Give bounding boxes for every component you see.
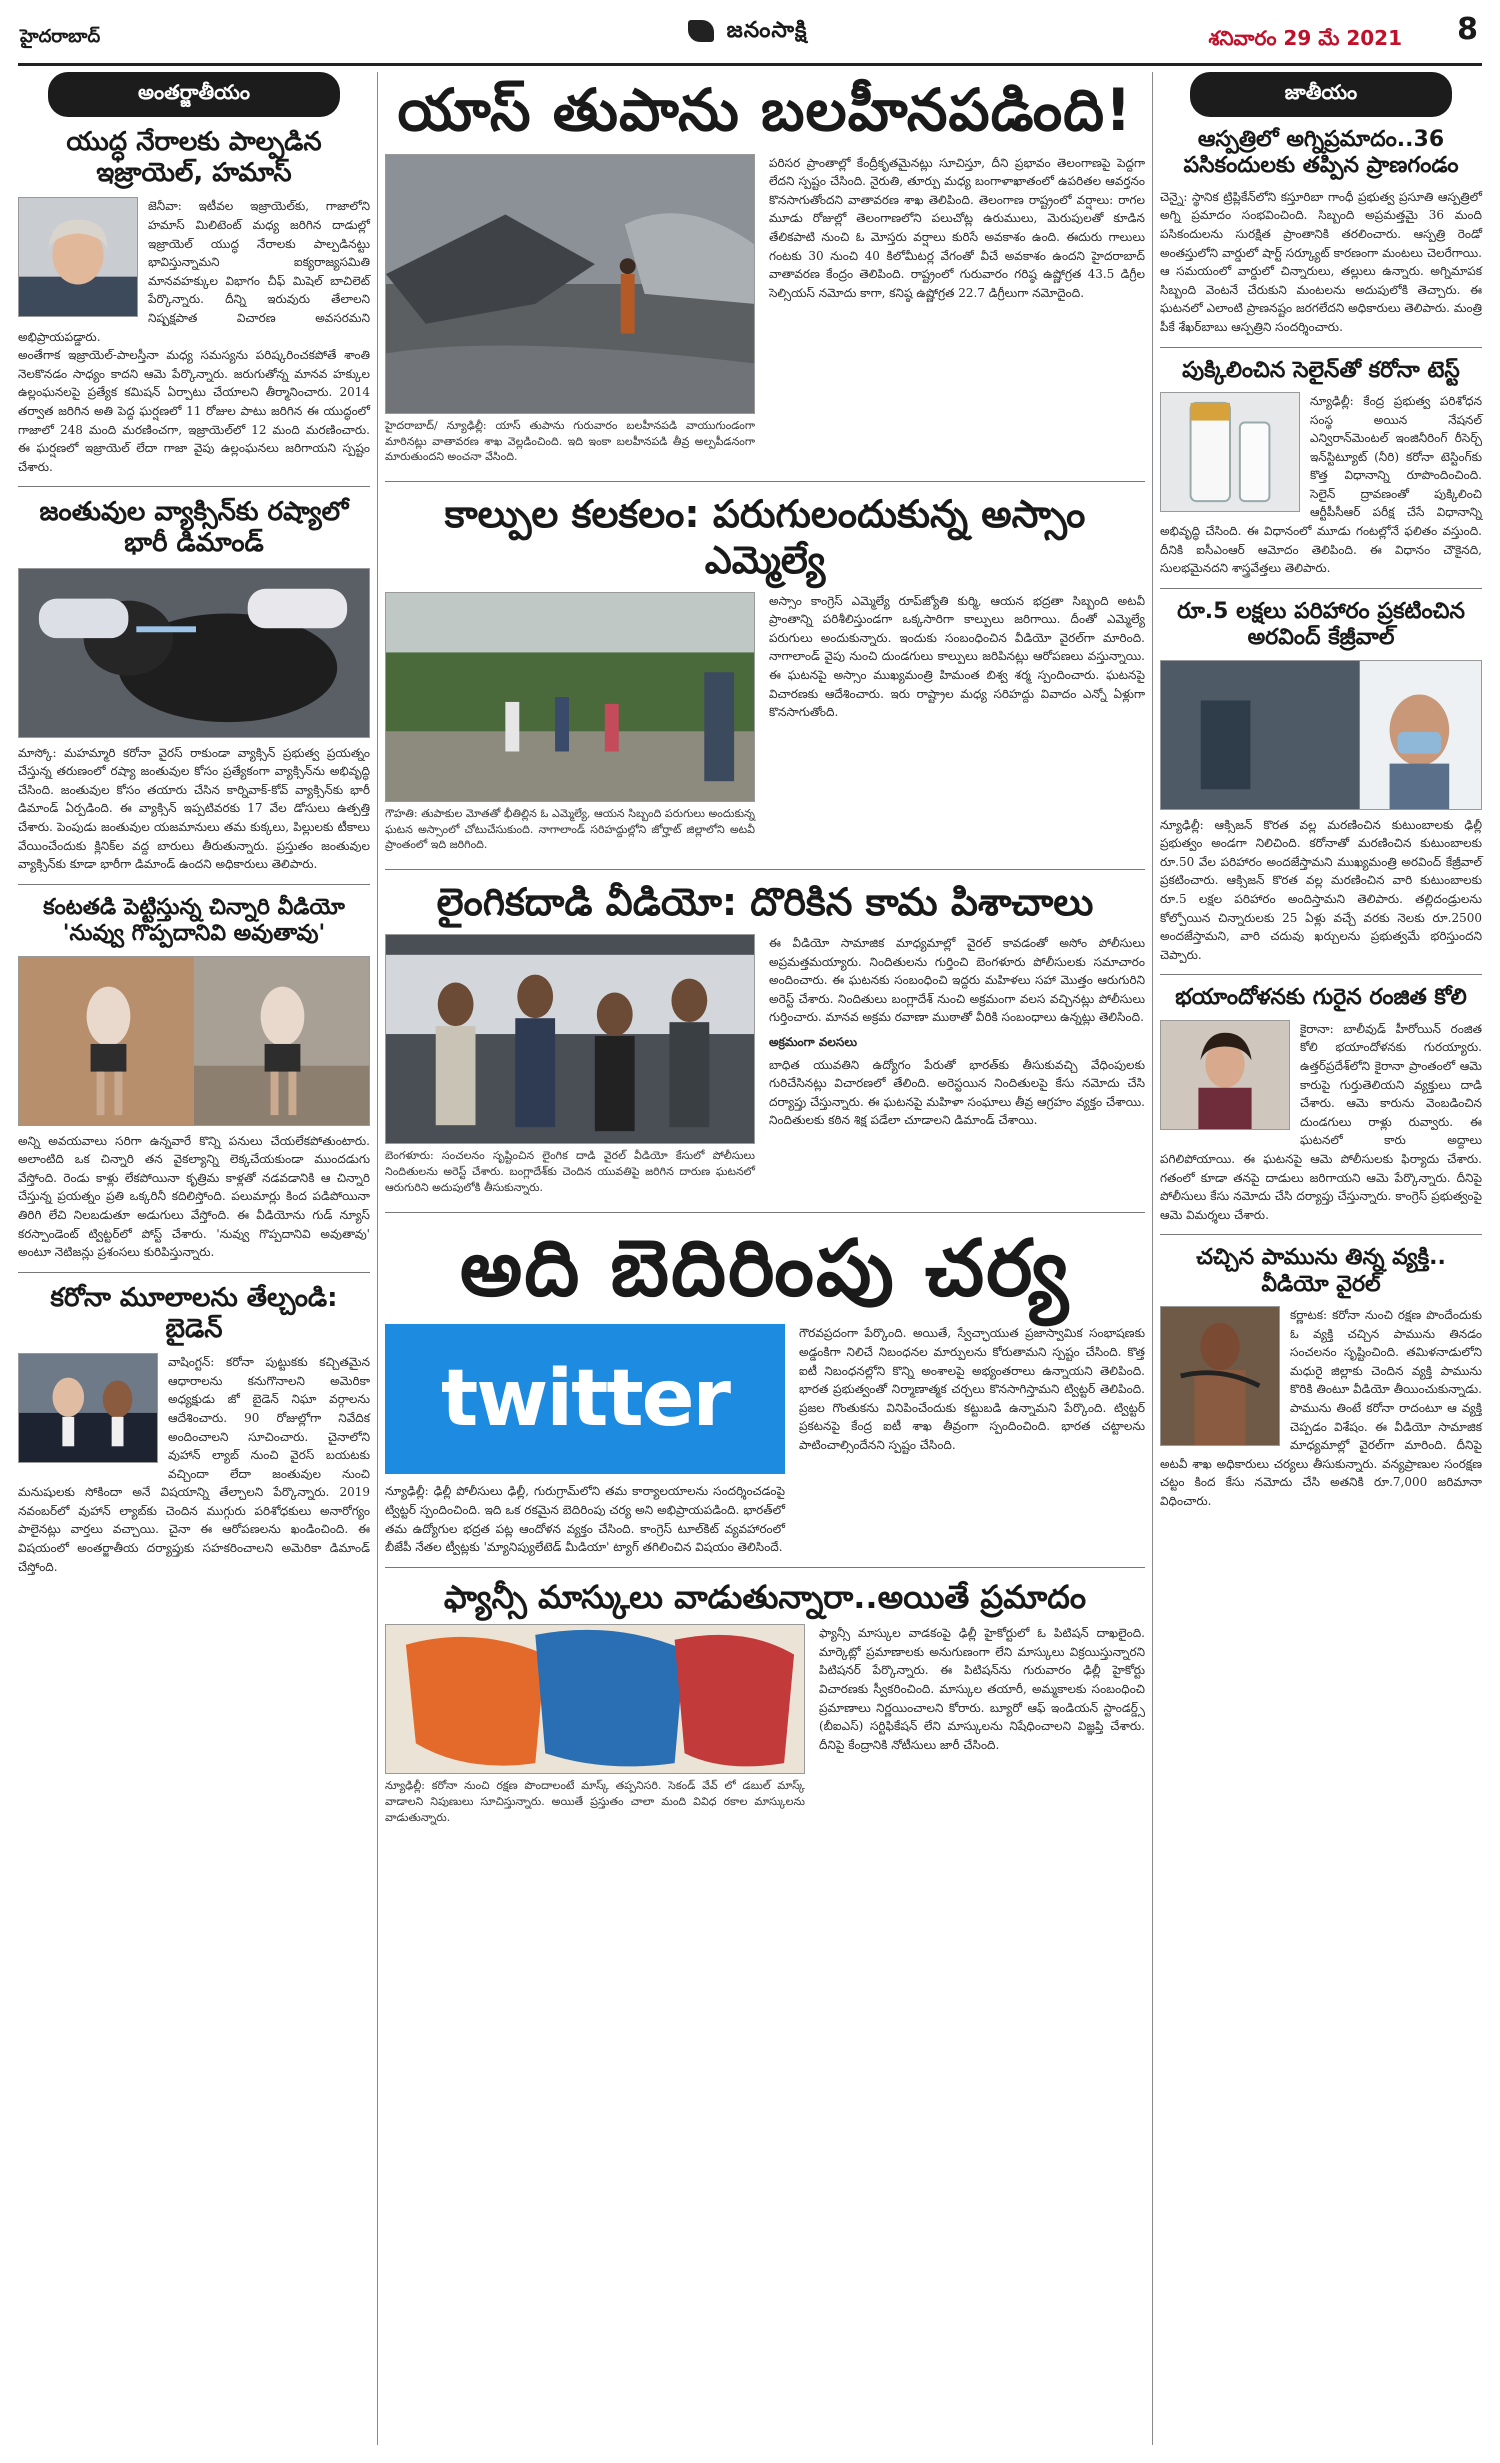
article-body: కైరానా: బాలీవుడ్ హీరోయిన్ రంజిత కోలి భయాందోళనకు గురయ్యారు. ఉత్తర్‌ప్రదేశ్‌లోని కైరానా ప్రాంతంలో ఆమె కారుపై గుర్తుతెలియని వ్యక్తులు దాడి చేశారు. ఆమె కారును వెంబడించిన దుండగులు రాళ్లు రువ్వారు. ఈ ఘటనలో కారు అద్దాలు పగిలిపోయాయి. ఈ ఘటనపై ఆమె పోలీసులకు ఫిర్యాదు చేశారు. గతంలో కూడా తనపై దాడులు జరిగాయని ఆమె పేర్కొన్నారు. దీనిపై పోలీసులు కేసు నమోదు చేసి దర్యాప్తు చేస్తున్నారు. కాంగ్రెస్ ప్రభుత్వంపై ఆమె విమర్శలు చేశారు. [1160,1021,1482,1222]
article-body: జెనీవా: ఇటీవల ఇజ్రాయెల్‌కు, గాజాలోని హమాస్ మిలిటెంట్ మధ్య జరిగిన దాడుల్లో ఇజ్రాయెల్ యుద్ధ నేరాలకు పాల్పడినట్టు భావిస్తున్నామని ఐక్యరాజ్యసమితి మానవహక్కుల విభాగం చీఫ్ మిషెల్ బాచిలెట్ పేర్కొన్నారు. దీన్ని ఇరువురు తేలాలని నిష్పక్షపాత విచారణ అవసరమని అభిప్రాయపడ్డారు. [18,199,370,344]
article-body: వాషింగ్టన్: కరోనా పుట్టుకకు కచ్చితమైన ఆధారాలను కనుగొనాలని అమెరికా అధ్యక్షుడు జో బైడెన్ నిఘా వర్గాలను ఆదేశించారు. 90 రోజుల్లోగా నివేదిక అందించాలని సూచించారు. చైనాలోని వుహాన్ ల్యాబ్ నుంచి వైరస్ బయటకు వచ్చిందా లేదా జంతువుల నుంచి మనుషులకు సోకిందా అనే విషయాన్ని తేల్చాలని పేర్కొన్నారు. 2019 నవంబర్‌లో వుహాన్ ల్యాబ్‌కు చెందిన ముగ్గురు పరిశోధకులు అనారోగ్యం పాలైనట్లు వార్తలు వచ్చాయి. చైనా ఈ ఆరోపణలను ఖండించింది. ఈ విషయంలో అంతర్జాతీయ దర్యాప్తుకు సహకరించాలని అమెరికా డిమాండ్ చేస్తోంది. [18,1355,370,1574]
article-child-video[interactable] [18,895,370,1262]
paper-logo-icon [688,20,714,42]
divider [385,1212,1145,1213]
article-body: మాస్కో: మహమ్మారి కరోనా వైరస్ రాకుండా వ్యాక్సిన్ ప్రభుత్వ ప్రయత్నం చేస్తున్న తరుణంలో రష్యా జంతువుల కోసం ప్రత్యేకంగా వ్యాక్సిన్‌ను అభివృద్ధి చేసింది. జంతువుల కోసం తయారు చేసిన కార్నివాక్-కోవ్ వ్యాక్సిన్‌కు భారీ డిమాండ్ ఏర్పడింది. ఈ వ్యాక్సిన్ ఇప్పటివరకు 17 వేల డోసులు ఉత్పత్తి చేశారు. పెంపుడు జంతువుల యజమానులు తమ కుక్కలు, పిల్లులకు టీకాలు వేయించేందుకు క్లినిక్‌ల వద్ద బారులు తీరుతున్నారు. ప్రస్తుతం జంతువుల వ్యాక్సిన్‌కు కూడా భారీగా డిమాండ్ ఉందని అధికారులు తెలిపారు. [18,745,370,872]
photo-child-walking [18,956,370,1126]
article-body: అంతేగాక ఇజ్రాయెల్-పాలస్తీనా మధ్య సమస్యను పరిష్కరించకపోతే శాంతి నెలకొనడం సాధ్యం కాదని ఆమె పేర్కొన్నారు. జరుగుతోన్న మానవ హక్కుల ఉల్లంఘనలపై ప్రత్యేక కమిషన్ ఏర్పాటు చేయాలని తీర్మానించారు. 2014 తర్వాత జరిగిన అతి పెద్ద ఘర్షణలో 11 రోజుల పాటు జరిగిన ఈ యుద్ధంలో గాజాలో 248 మంది మరణించగా, ఇజ్రాయెల్‌లో 12 మంది మరణించారు. ఈ ఘర్షణలో ఇజ్రాయెల్ లేదా గాజా వైపు ఉల్లంఘనలు జరిగాయని స్పష్టం చేశారు. [18,348,370,474]
article-body: న్యూఢిల్లీ: ఢిల్లీ పోలీసులు ఢిల్లీ, గురుగ్రామ్‌లోని తమ కార్యాలయాలను సందర్శించడంపై ట్విట్టర్ స్పందించింది. ఇది ఒక రకమైన బెదిరింపు చర్య అని అభిప్రాయపడింది. భారత్‌లో తమ ఉద్యోగుల భద్రత పట్ల ఆందోళన వ్యక్తం చేసింది. కాంగ్రెస్ టూల్‌కిట్ వ్యవహారంలో బీజేపీ నేతల ట్వీట్లకు 'మ్యానిప్యులేటెడ్ మీడియా' ట్యాగ్ తగిలించిన విషయం తెలిసిందే. [385,1484,785,1555]
headline[interactable]: కంటతడి పెట్టిస్తున్న చిన్నారి వీడియో 'నువ్వు గొప్పదానివి అవుతావు' [43,894,345,947]
article-animal-vaccine[interactable] [18,497,370,874]
twitter-wordmark: twitter [440,1354,730,1445]
article-assam-mla[interactable] [385,492,1145,859]
article-body: ఫ్యాన్సీ మాస్కుల వాడకంపై ఢిల్లీ హైకోర్టులో ఓ పిటిషన్ దాఖలైంది. మార్కెట్లో ప్రమాణాలకు అనుగుణంగా లేని మాస్కులు విక్రయిస్తున్నారని పిటిషనర్ పేర్కొన్నారు. ఈ పిటిషన్‌ను గురువారం ఢిల్లీ హైకోర్టు విచారణకు స్వీకరించింది. మాస్కుల తయారీ, అమ్మకాలకు సంబంధించి ప్రమాణాలు నిర్ణయించాలని కోరారు. బ్యూరో ఆఫ్ ఇండియన్ స్టాండర్డ్స్ (బీఐఎస్) సర్టిఫికేషన్ లేని మాస్కులను నిషేధించాలని విజ్ఞప్తి చేశారు. దీనిపై కేంద్రానికి నోటీసులు జారీ చేసింది. [819,1626,1145,1752]
photo-caption: న్యూఢిల్లీ: కరోనా నుంచి రక్షణ పొందాలంటే మాస్క్ తప్పనిసరి. సెకండ్ వేవ్ లో డబుల్ మాస్క్ వాడాలని నిపుణులు సూచిస్తున్నారు. అయితే ప్రస్తుతం చాలా మంది వివిధ రకాల మాస్కులను వాడుతున్నారు. [385,1779,805,1825]
article-body: అన్ని అవయవాలు సరిగా ఉన్నవారే కొన్ని పనులు చేయలేకపోతుంటారు. అలాంటిది ఒక చిన్నారి తన వైకల్యాన్ని లెక్కచేయకుండా ముందడుగు వేస్తోంది. రెండు కాళ్లు లేకపోయినా కృత్రిమ కాళ్లతో నడవడానికి ఆ చిన్నారి చేస్తున్న ప్రయత్నం ప్రతి ఒక్కరినీ కదిలిస్తోంది. పలుమార్లు కింద పడిపోయినా తిరిగి లేచి నిలబడుతూ అడుగులు వేస్తోంది. ఈ వీడియోను గుడ్ న్యూస్ కరస్పాండెంట్ ట్విట్టర్‌లో పోస్ట్ చేశారు. 'నువ్వు గొప్పదానివి అవుతావు' అంటూ నెటిజన్లు ప్రశంసలు కురిపిస్తున్నారు. [18,1133,370,1260]
divider [385,869,1145,870]
article-twitter[interactable] [385,1223,1145,1557]
headline[interactable]: పుక్కిలించిన సెలైన్‌తో కరోనా టెస్ట్ [1182,357,1460,383]
article-body: ఈ వీడియో సామాజిక మాధ్యమాల్లో వైరల్ కావడంతో అసోం పోలీసులు అప్రమత్తమయ్యారు. నిందితులను గుర్తించి బెంగళూరు పోలీసులకు సమాచారం అందించారు. ఈ ఘటనకు సంబంధించి ఇద్దరు మహిళలు సహా మొత్తం ఆరుగురిని అరెస్ట్ చేశారు. నిందితులు బంగ్లాదేశ్ నుంచి అక్రమంగా వలస వచ్చినట్లు పోలీసులు గుర్తించారు. మానవ అక్రమ రవాణా ముఠాతో వీరికి సంబంధాలు ఉన్నట్లు తెలిసింది. [769,936,1145,1025]
photo-snake-man [1160,1306,1280,1446]
section-tag-national: జాతీయం [1190,72,1452,117]
article-assault-video[interactable] [385,880,1145,1201]
article-body: న్యూఢిల్లీ: కేంద్ర ప్రభుత్వ పరిశోధన సంస్థ అయిన నేషనల్ ఎన్విరాన్‌మెంటల్ ఇంజినీరింగ్ రీసెర్చ్ ఇన్‌స్టిట్యూట్ (నీరి) కరోనా టెస్టింగ్‌కు కొత్త విధానాన్ని రూపొందించింది. సెలైన్ ద్రావణంతో పుక్కిలించి ఆర్టీపీసీఆర్ పరీక్ష చేసే విధానాన్ని అభివృద్ధి చేసింది. ఈ విధానంలో మూడు గంటల్లోనే ఫలితం వస్తుంది. దీనికి ఐసీఎంఆర్ ఆమోదం తెలిపింది. ఈ విధానం చౌకైనది, సులభమైనదని శాస్త్రవేత్తలు తెలిపారు. [1160,393,1482,576]
article-hospital-fire[interactable] [1160,127,1482,337]
divider [18,884,370,885]
divider [1160,1234,1482,1235]
photo-kejriwal [1160,660,1482,810]
column-divider [377,72,378,2445]
divider [18,1272,370,1273]
article-saline-test[interactable] [1160,358,1482,578]
article-body: అస్సాం కాంగ్రెస్ ఎమ్మెల్యే రూప్‌జ్యోతి కుర్మి, ఆయన భద్రతా సిబ్బంది అటవీ ప్రాంతాన్ని పరిశీలిస్తుండగా ఒక్కసారిగా కాల్పులు జరిగాయి. దీంతో ఎమ్మెల్యే పరుగులు అందుకున్నారు. ఇందుకు సంబంధించిన వీడియో వైరల్‌గా మారింది. నాగాలాండ్ వైపు నుంచి దుండగులు కాల్పులు జరిపినట్లు ఆరోపణలు వస్తున్నాయి. ఈ ఘటనపై అస్సాం ముఖ్యమంత్రి హిమంత బిశ్వ శర్మ స్పందించారు. ఘటనపై విచారణకు ఆదేశించారు. ఇరు రాష్ట్రాల మధ్య సరిహద్దు వివాదం ఎన్నో ఏళ్లుగా కొనసాగుతోంది. [769,593,1145,720]
article-body: కర్ణాటక: కరోనా నుంచి రక్షణ పొందేందుకు ఓ వ్యక్తి చచ్చిన పామును తినడం సంచలనం సృష్టించింది. తమిళనాడులోని మధురై జిల్లాకు చెందిన వ్యక్తి పామును కొరికి తింటూ వీడియో తీయించుకున్నాడు. పామును తింటే కరోనా రాదంటూ ఆ వ్యక్తి చెప్పడం విశేషం. ఈ వీడియో సామాజిక మాధ్యమాల్లో వైరల్‌గా మారింది. దీనిపై అటవీ శాఖ అధికారులు చర్యలు తీసుకున్నారు. వన్యప్రాణుల సంరక్షణ చట్టం కింద కేసు నమోదు చేసి అతనికి రూ.7,000 జరిమానా విధించారు. [1160,1308,1482,1509]
photo-test-tube [1160,392,1300,512]
photo-caption: గౌహతి: తుపాకుల మోతతో భీతిల్లిన ఓ ఎమ్మెల్యే, ఆయన సిబ్బంది పరుగులు అందుకున్న ఘటన అస్సాంలో చోటుచేసుకుంది. నాగాలాండ్ సరిహద్దుల్లోని జోర్హాట్ జిల్లాలోని అటవీ ప్రాంతంలో ఇది జరిగింది. [385,806,755,852]
photo-cyclone [385,154,755,414]
divider [385,481,1145,482]
headline[interactable]: ఆస్పత్రిలో అగ్నిప్రమాదం..36 పసికందులకు తప్పిన ప్రాణగండం [1183,127,1459,179]
national-column [1160,72,1482,1511]
article-body: చెన్నై: స్థానిక ట్రిప్లికేన్‌లోని కస్తూరిబా గాంధీ ప్రభుత్వ ప్రసూతి ఆస్పత్రిలో అగ్ని ప్రమాదం సంభవించింది. సిబ్బంది అప్రమత్తమై 36 మంది పసికందులను సురక్షిత ప్రాంతానికి తరలించారు. ఆస్పత్రి రెండో అంతస్తులోని వార్డులో షార్ట్ సర్క్యూట్ కారణంగా మంటలు చెలరేగాయి. ఆ సమయంలో వార్డులో చిన్నారులు, తల్లులు ఉన్నారు. అగ్నిమాపక సిబ్బంది వెంటనే చేరుకుని మంటలను అదుపులోకి తెచ్చారు. ఈ ఘటనలో ఎలాంటి ప్రాణనష్టం జరగలేదని అధికారులు తెలిపారు. మంత్రి పీకే శేఖర్‌బాబు ఆస్పత్రిని సందర్శించారు. [1160,189,1482,334]
divider [1160,347,1482,348]
article-kejriwal[interactable] [1160,599,1482,965]
paper-logo[interactable] [688,18,808,48]
subheading: అక్రమంగా వలసలు [769,1034,857,1049]
article-fancy-masks[interactable] [385,1578,1145,1832]
article-body: న్యూఢిల్లీ: ఆక్సిజన్ కొరత వల్ల మరణించిన కుటుంబాలకు ఢిల్లీ ప్రభుత్వం అండగా నిలిచింది. కరోనాతో మరణించిన కుటుంబాలకు రూ.50 వేల పరిహారం అందజేస్తామని ముఖ్యమంత్రి అరవింద్ కేజ్రీవాల్ ప్రకటించారు. ఆక్సిజన్ కొరత వల్ల మరణించిన వారి కుటుంబాలకు రూ.5 లక్షల పరిహారం అందిస్తామని తెలిపారు. తల్లిదండ్రులను కోల్పోయిన చిన్నారులకు 25 ఏళ్లు వచ్చే వరకు నెలకు రూ.2500 అందజేస్తామని, వారి చదువు ఖర్చులను ప్రభుత్వమే భరిస్తుందని చెప్పారు. [1160,817,1482,962]
main-news-column [385,72,1145,1832]
city-name: హైదరాబాద్ [20,26,101,47]
headline[interactable]: అది బెదిరింపు చర్య [459,1223,1071,1314]
article-body: పరిసర ప్రాంతాల్లో కేంద్రీకృతమైనట్లు సూచిస్తూ, దీని ప్రభావం తెలంగాణపై పెద్దగా లేదని స్పష్టం చేసింది. నైరుతి, తూర్పు మధ్య బంగాళాఖాతంలో ఉపరితల ఆవర్తనం కొనసాగుతోందని వాతావరణ శాఖ తెలిపింది. తెలంగాణ రాష్ట్రంలో వర్షాలు: రాగల మూడు రోజుల్లో తెలంగాణలోని పలుచోట్ల ఉరుములు, మెరుపులతో కూడిన తేలికపాటి నుంచి ఓ మోస్తరు వర్షాలు కురిసే అవకాశం ఉంది. ఈదురు గాలులు గంటకు 30 నుంచి 40 కిలోమీటర్ల వేగంతో వీచే అవకాశం ఉందని హైదరాబాద్ వాతావరణ కేంద్రం తెలిపింది. రాష్ట్రంలో గురువారం గరిష్ఠ ఉష్ణోగ్రత 43.5 డిగ్రీల సెల్సియస్ నమోదు కాగా, కనిష్ఠ ఉష్ణోగ్రత 22.7 డిగ్రీలుగా నమోదైంది. [769,155,1145,300]
section-tag-international: అంతర్జాతీయం [48,72,340,117]
article-body: గౌరవప్రదంగా పేర్కొంది. అయితే, స్వేచ్ఛాయుత ప్రజాస్వామిక సంభాషణకు అడ్డంకిగా నిలిచే నిబంధనల మార్పులను కోరుతామని స్పష్టం చేసింది. కొత్త ఐటీ నిబంధనల్లోని కొన్ని అంశాలపై అభ్యంతరాలు ఉన్నాయని తెలిపింది. భారత ప్రభుత్వంతో నిర్మాణాత్మక చర్చలు కొనసాగిస్తామని ట్విట్టర్ తెలిపింది. ప్రజల గొంతుకను వినిపించేందుకు కట్టుబడి ఉన్నామని పేర్కొంది. ట్విట్టర్ ప్రకటనపై కేంద్ర ఐటీ శాఖ తీవ్రంగా స్పందించింది. భారత చట్టాలను పాటించాల్సిందేనని స్పష్టం చేసింది. [799,1326,1145,1452]
photo-ranjitha [1160,1020,1290,1130]
headline[interactable]: భయాందోళనకు గురైన రంజిత కోలి [1175,985,1467,1011]
international-column [18,72,370,1576]
article-ranjitha-koli[interactable] [1160,985,1482,1224]
photo-biden [18,1353,158,1463]
headline[interactable]: జంతువుల వ్యాక్సిన్‌కు రష్యాలో భారీ డిమాండ్ [39,497,349,559]
photo-caption: హైదరాబాద్/ న్యూఢిల్లీ: యాస్ తుపాను గురువారం బలహీనపడి వాయుగుండంగా మారినట్లు వాతావరణ శాఖ వెల్లడించింది. ఇది ఇంకా బలహీనపడి తీవ్ర అల్పపీడనంగా మారుతుందని అంచనా వేసింది. [385,418,755,464]
divider [1160,588,1482,589]
photo-bachelet [18,197,138,317]
column-divider [1152,72,1153,2445]
photo-cat-vaccine [18,568,370,738]
headline[interactable]: యుద్ధ నేరాలకు పాల్పడిన ఇజ్రాయెల్, హమాస్ [66,127,322,189]
page-number: 8 [1457,12,1478,47]
article-yaas-cyclone[interactable] [385,76,1145,471]
headline[interactable]: కాల్పుల కలకలం: పరుగులందుకున్న అస్సాం ఎమ్మెల్యే [444,492,1086,582]
paper-name: జనంసాక్షి [726,18,808,43]
photo-assam-mla [385,592,755,802]
divider [1160,974,1482,975]
photo-fancy-masks [385,1624,805,1774]
photo-caption: బెంగళూరు: సంచలనం సృష్టించిన లైంగిక దాడి వైరల్ వీడియో కేసులో పోలీసులు నిందితులను అరెస్ట్ చేశారు. బంగ్లాదేశ్‌కు చెందిన యువతిపై జరిగిన దారుణ ఘటనలో ఆరుగురిని అదుపులోకి తీసుకున్నారు. [385,1149,755,1194]
divider [385,1567,1145,1568]
headline[interactable]: చచ్చిన పామును తిన్న వ్యక్తి.. వీడియో వైరల్ [1196,1245,1446,1297]
article-israel-hamas[interactable] [18,127,370,476]
headline[interactable]: యాస్ తుపాను బలహీనపడింది! [397,76,1133,144]
article-snake-video[interactable] [1160,1245,1482,1510]
article-body: బాధిత యువతిని ఉద్యోగం పేరుతో భారత్‌కు తీసుకువచ్చి వేధింపులకు గురిచేసినట్లు విచారణలో తేలింది. అరెస్టయిన నిందితులపై కేసు నమోదు చేసి దర్యాప్తు చేస్తున్నారు. ఈ ఘటనపై మహిళా సంఘాలు తీవ్ర ఆగ్రహం వ్యక్తం చేశాయి. నిందితులకు కఠిన శిక్ష పడేలా చూడాలని డిమాండ్ చేశాయి. [769,1057,1145,1128]
issue-date: శనివారం 29 మే 2021 [1208,26,1402,50]
article-biden-origin[interactable] [18,1283,370,1577]
headline[interactable]: ఫ్యాన్సీ మాస్కులు వాడుతున్నారా..అయితే ప్రమాదం [443,1577,1087,1616]
headline[interactable]: కరోనా మూలాలను తేల్చండి: బైడెన్ [50,1282,338,1344]
headline[interactable]: రూ.5 లక్షలు పరిహారం ప్రకటించిన అరవింద్ కేజ్రీవాల్ [1177,598,1465,651]
photo-accused [385,934,755,1144]
divider [18,486,370,487]
twitter-logo [385,1324,785,1474]
headline[interactable]: లైంగికదాడి వీడియో: దొరికిన కామ పిశాచాలు [436,880,1094,925]
masthead-bar [18,8,1482,66]
